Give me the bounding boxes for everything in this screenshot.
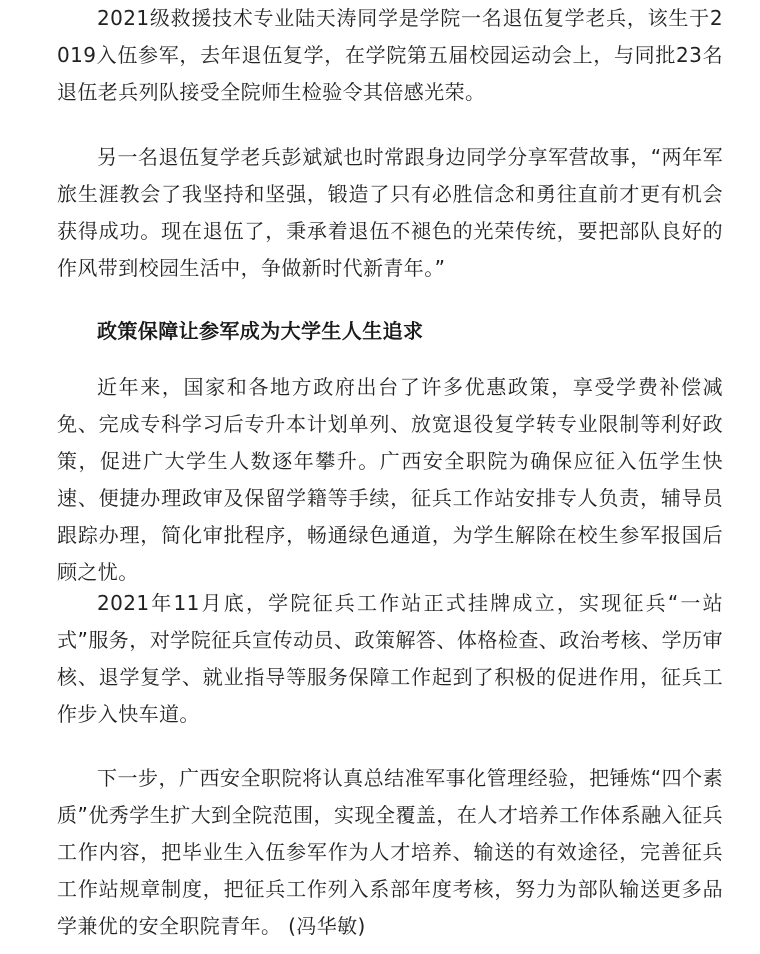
paragraph-recruitment-station: 2021年11月底，学院征兵工作站正式挂牌成立，实现征兵“一站式”服务，对学院征兵宣传动员、政策解答、体格检查、政治考核、学历审核、退学复学、就业指导等服务保障工作起到了积极的促进作用，征兵工作步入快车道。 [57, 591, 723, 726]
section-heading: 政策保障让参军成为大学生人生追求 [97, 319, 424, 343]
paragraph-policy: 近年来，国家和各地方政府出台了许多优惠政策，享受学费补偿减免、完成专科学习后专升本计划单列、放宽退役复学转专业限制等利好政策，促进广大学生人数逐年攀升。广西安全职院为确保应征入伍学生快速、便捷办理政审及保留学籍等手续，征兵工作站安排专人负责，辅导员跟踪办理，简化审批程序，畅通绿色通道，为学生解除在校生参军报国后顾之忧。 [57, 375, 723, 584]
paragraph-next-steps: 下一步，广西安全职院将认真总结准军事化管理经验，把锤炼“四个素质”优秀学生扩大到全院范围，实现全覆盖，在人才培养工作体系融入征兵工作内容，把毕业生入伍参军作为人才培养、输送的有效途径，完善征兵工作站规章制度，把征兵工作列入系部年度考核，努力为部队输送更多品学兼优的安全职院青年。 (冯华敏) [57, 766, 723, 938]
paragraph-veteran-lu: 2021级救援技术专业陆天涛同学是学院一名退伍复学老兵，该生于2019入伍参军，去年退伍复学，在学院第五届校园运动会上，与同批23名退伍老兵列队接受全院师生检验令其倍感光荣。 [57, 6, 723, 104]
paragraph-veteran-peng: 另一名退伍复学老兵彭斌斌也时常跟身边同学分享军营故事，“两年军旅生涯教会了我坚持和坚强，锻造了只有必胜信念和勇往直前才更有机会获得成功。现在退伍了，秉承着退伍不褪色的光荣传统，要把部队良好的作风带到校园生活中，争做新时代新青年。” [57, 145, 723, 280]
